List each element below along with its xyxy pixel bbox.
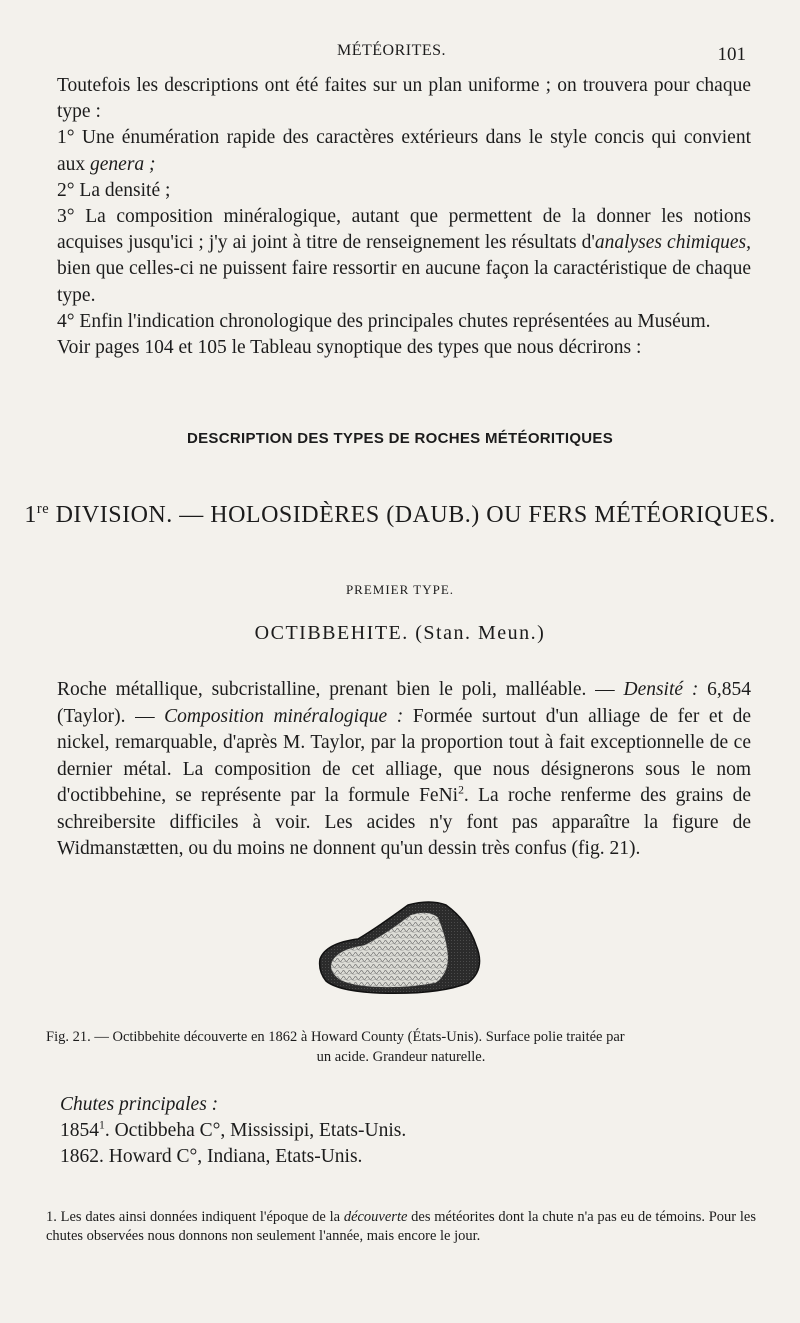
caption-line-1: Fig. 21. — Octibbehite découverte en 1862 à Howard County (États-Unis). Surface polie traitée par bbox=[46, 1029, 625, 1045]
fall-entry-1-footnote-ref: 1 bbox=[99, 1118, 105, 1132]
figure-caption bbox=[46, 1028, 756, 1067]
type-name: OCTIBBEHITE. (Stan. Meun.) bbox=[254, 622, 546, 644]
footnote-text-b: des météorites dont la chute n'a pas eu de témoins. Pour les chutes observées nous donnons non seulement l'année, mais encore le jour. bbox=[46, 1209, 756, 1244]
list-item-4: 4° Enfin l'indication chronologique des principales chutes représentées au Muséum. bbox=[57, 310, 711, 332]
footnote-text-a: 1. Les dates ainsi données indiquent l'époque de la bbox=[46, 1209, 344, 1225]
division-number-suffix: re bbox=[36, 501, 50, 517]
footnote bbox=[46, 1208, 756, 1245]
page-number: 101 bbox=[717, 44, 746, 65]
type-label: PREMIER TYPE. bbox=[345, 582, 455, 597]
list-item-1-text: 1° Une énumération rapide des caractères extérieurs dans le style concis qui convient aux bbox=[57, 127, 751, 175]
description-s2: 6,854 (Taylor). — bbox=[57, 679, 752, 727]
fall-entry-2: 1862. Howard C°, Indiana, Etats-Unis. bbox=[60, 1146, 363, 1167]
description-s4: . La roche renferme des grains de schreibersite difficiles à voir. Les acides n'y font pas apparaître la figure de Widmanstætten, ou du moins ne donnent qu'un dessin très confus (fig. 21). bbox=[57, 785, 751, 859]
list-item-3 bbox=[57, 204, 751, 309]
description-s3: Formée surtout d'un alliage de fer et de nickel, remarquable, d'après M. Taylor, par la proportion tout à fait exceptionnelle de ce dernier métal. La composition de cet alliage, que nous désignerons sous le nom d'octibbehine, se représente par la formule FeNi bbox=[57, 705, 751, 806]
division-name: DIVISION. — HOLOSIDÈRES (DAUB.) OU FERS MÉTÉORIQUES. bbox=[49, 502, 776, 528]
principal-falls bbox=[60, 1092, 760, 1170]
list-item-1 bbox=[57, 125, 751, 177]
list-item-3-analyses: analyses chimiques, bbox=[594, 232, 751, 254]
intro-paragraph: Toutefois les descriptions ont été faites sur un plan uniforme ; on trouvera pour chaque type : bbox=[57, 75, 751, 123]
running-title: MÉTÉORITES. bbox=[337, 42, 447, 59]
density-label: Densité : bbox=[623, 679, 699, 700]
composition-label: Composition minéralogique : bbox=[164, 705, 404, 727]
fall-entry-1 bbox=[60, 1118, 760, 1144]
division-number: 1 bbox=[24, 502, 37, 528]
footnote-emphasis: découverte bbox=[343, 1209, 408, 1225]
intro-section bbox=[57, 73, 751, 361]
list-item-1-genera: genera ; bbox=[90, 153, 156, 175]
meteorite-figure bbox=[318, 897, 488, 997]
formula-subscript: 2 bbox=[458, 783, 464, 797]
section-title: DESCRIPTION DES TYPES DE ROCHES MÉTÉORITIQUES bbox=[186, 430, 614, 447]
see-pages-paragraph: Voir pages 104 et 105 le Tableau synoptique des types que nous décrirons : bbox=[57, 337, 642, 359]
falls-heading: Chutes principales : bbox=[60, 1094, 219, 1115]
description-paragraph bbox=[57, 677, 751, 863]
page-header bbox=[0, 42, 800, 72]
list-item-3-text-c: bien que celles-ci ne puissent faire ressortir en aucune façon la caractéristique de chaque type. bbox=[57, 258, 751, 306]
meteorite-illustration bbox=[318, 897, 488, 997]
fall-entry-1-text: . Octibbeha C°, Mississipi, Etats-Unis. bbox=[104, 1120, 407, 1141]
caption-line-2: un acide. Grandeur naturelle. bbox=[316, 1048, 486, 1065]
division-title bbox=[0, 502, 800, 529]
fall-entry-1-year: 1854 bbox=[60, 1120, 99, 1141]
list-item-3-text-a: 3° La composition minéralogique, autant que permettent de la donner les notions acquises jusqu'ici ; j'y ai joint à titre de renseignement les résultats d' bbox=[57, 206, 751, 254]
description-s1: Roche métallique, subcristalline, prenant bien le poli, malléable. — bbox=[57, 679, 624, 700]
type-description bbox=[57, 677, 751, 863]
list-item-2: 2° La densité ; bbox=[57, 179, 171, 201]
